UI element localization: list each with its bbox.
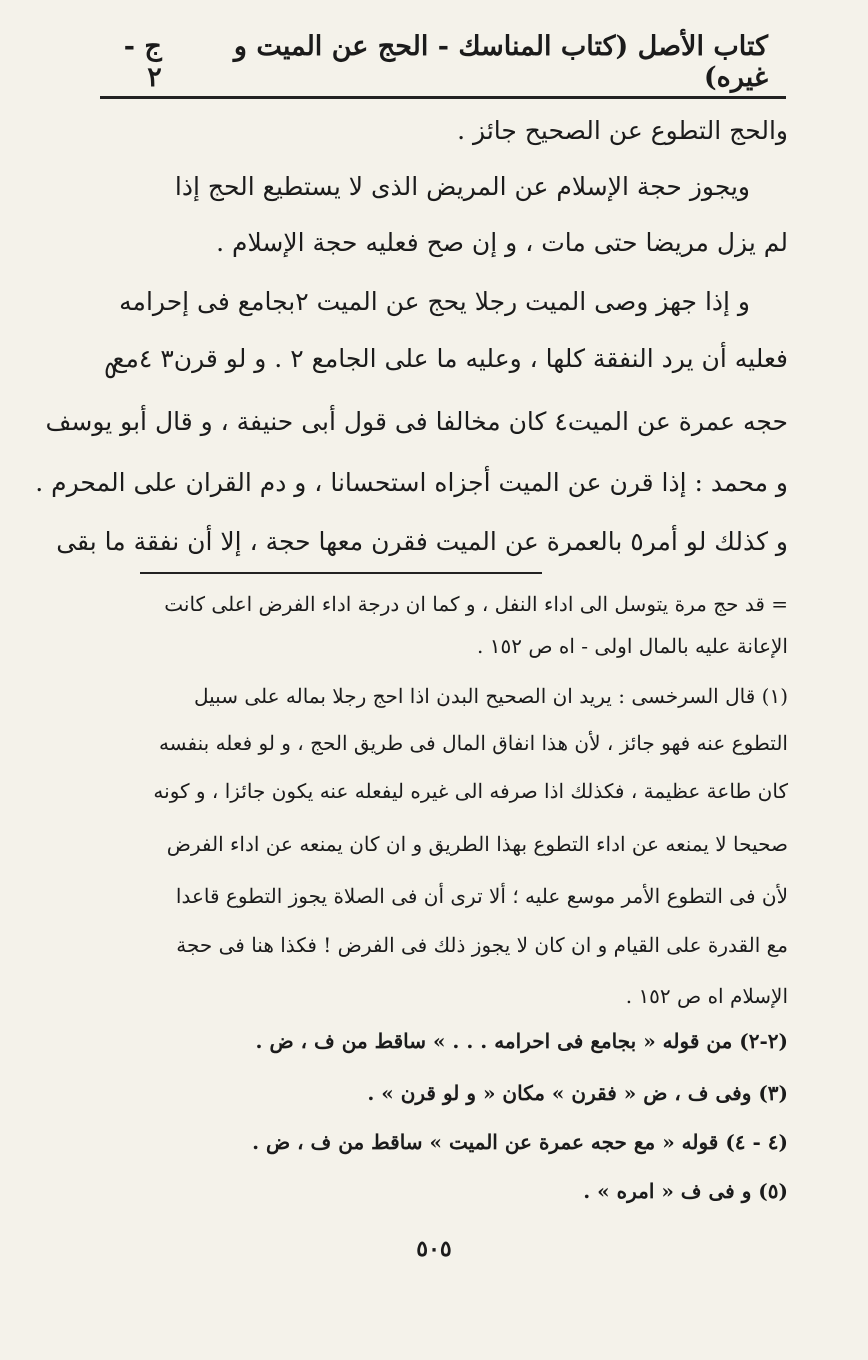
page-number: ٥٠٥: [416, 1236, 452, 1262]
body-line: والحج التطوع عن الصحيح جائز .: [457, 116, 788, 145]
footnote-line: كان طاعة عظيمة ، فكذلك اذا صرفه الى غيره ليفعله عنه يكون جائزا ، و كونه: [153, 779, 788, 803]
body-line: فعليه أن يرد النفقة كلها ، وعليه ما على الجامع ٢ . و لو قرن٣ ٤مع: [112, 344, 788, 373]
body-line: و محمد : إذا قرن عن الميت أجزاه استحسانا ، و دم القران على المحرم .: [35, 468, 788, 497]
footnote-line: (٣) وفى ف ، ض « فقرن » مكان « و لو قرن » .: [367, 1081, 788, 1105]
line-number-marker: ٥: [104, 356, 117, 384]
body-line: حجه عمرة عن الميت٤ كان مخالفا فى قول أبى حنيفة ، و قال أبو يوسف: [45, 407, 788, 436]
footnote-line: (١) قال السرخسى : يريد ان الصحيح البدن اذا احج رجلا بماله على سبيل: [193, 684, 788, 708]
footnote-line: التطوع عنه فهو جائز ، لأن هذا انفاق المال فى طريق الحج ، و لو فعله بنفسه: [158, 731, 788, 755]
header-volume: ج - ٢: [123, 31, 162, 93]
header-rule: [100, 96, 786, 99]
footnote-line: (٢-٢) من قوله « بجامع فى احرامه . . . » ساقط من ف ، ض .: [255, 1029, 788, 1053]
body-line: لم يزل مريضا حتى مات ، و إن صح فعليه حجة الإسلام .: [216, 228, 788, 257]
header-title: كتاب الأصل (كتاب المناسك - الحج عن الميت و غيره): [233, 31, 768, 93]
footnote-line: = قد حج مرة يتوسل الى اداء النفل ، و كما ان درجة اداء الفرض اعلى كانت: [164, 592, 788, 616]
footnote-line: (٤ - ٤) قوله « مع حجه عمرة عن الميت » ساقط من ف ، ض .: [252, 1130, 788, 1154]
footnote-line: مع القدرة على القيام و ان كان لا يجوز ذلك فى الفرض ! فكذا هنا فى حجة: [176, 933, 788, 957]
footnote-line: صحيحا لا يمنعه عن اداء التطوع بهذا الطريق و ان كان يمنعه عن اداء الفرض: [166, 832, 788, 856]
footnote-line: (٥) و فى ف « امره » .: [583, 1179, 788, 1203]
body-line: و إذا جهز وصى الميت رجلا يحج عن الميت ٢بجامع فى إحرامه: [119, 287, 750, 316]
body-line: و كذلك لو أمر٥ بالعمرة عن الميت فقرن معها حجة ، إلا أن نفقة ما بقى: [56, 527, 788, 556]
body-line: ويجوز حجة الإسلام عن المريض الذى لا يستطيع الحج إذا: [174, 172, 750, 201]
footnote-line: الإسلام اه ص ١٥٢ .: [625, 984, 788, 1008]
footnote-line: لأن فى التطوع الأمر موسع عليه ؛ ألا ترى أن فى الصلاة يجوز التطوع قاعدا: [175, 884, 788, 908]
running-header: [100, 31, 768, 93]
footnote-line: الإعانة عليه بالمال اولى - اه ص ١٥٢ .: [477, 634, 788, 658]
footnote-rule: [140, 572, 542, 574]
